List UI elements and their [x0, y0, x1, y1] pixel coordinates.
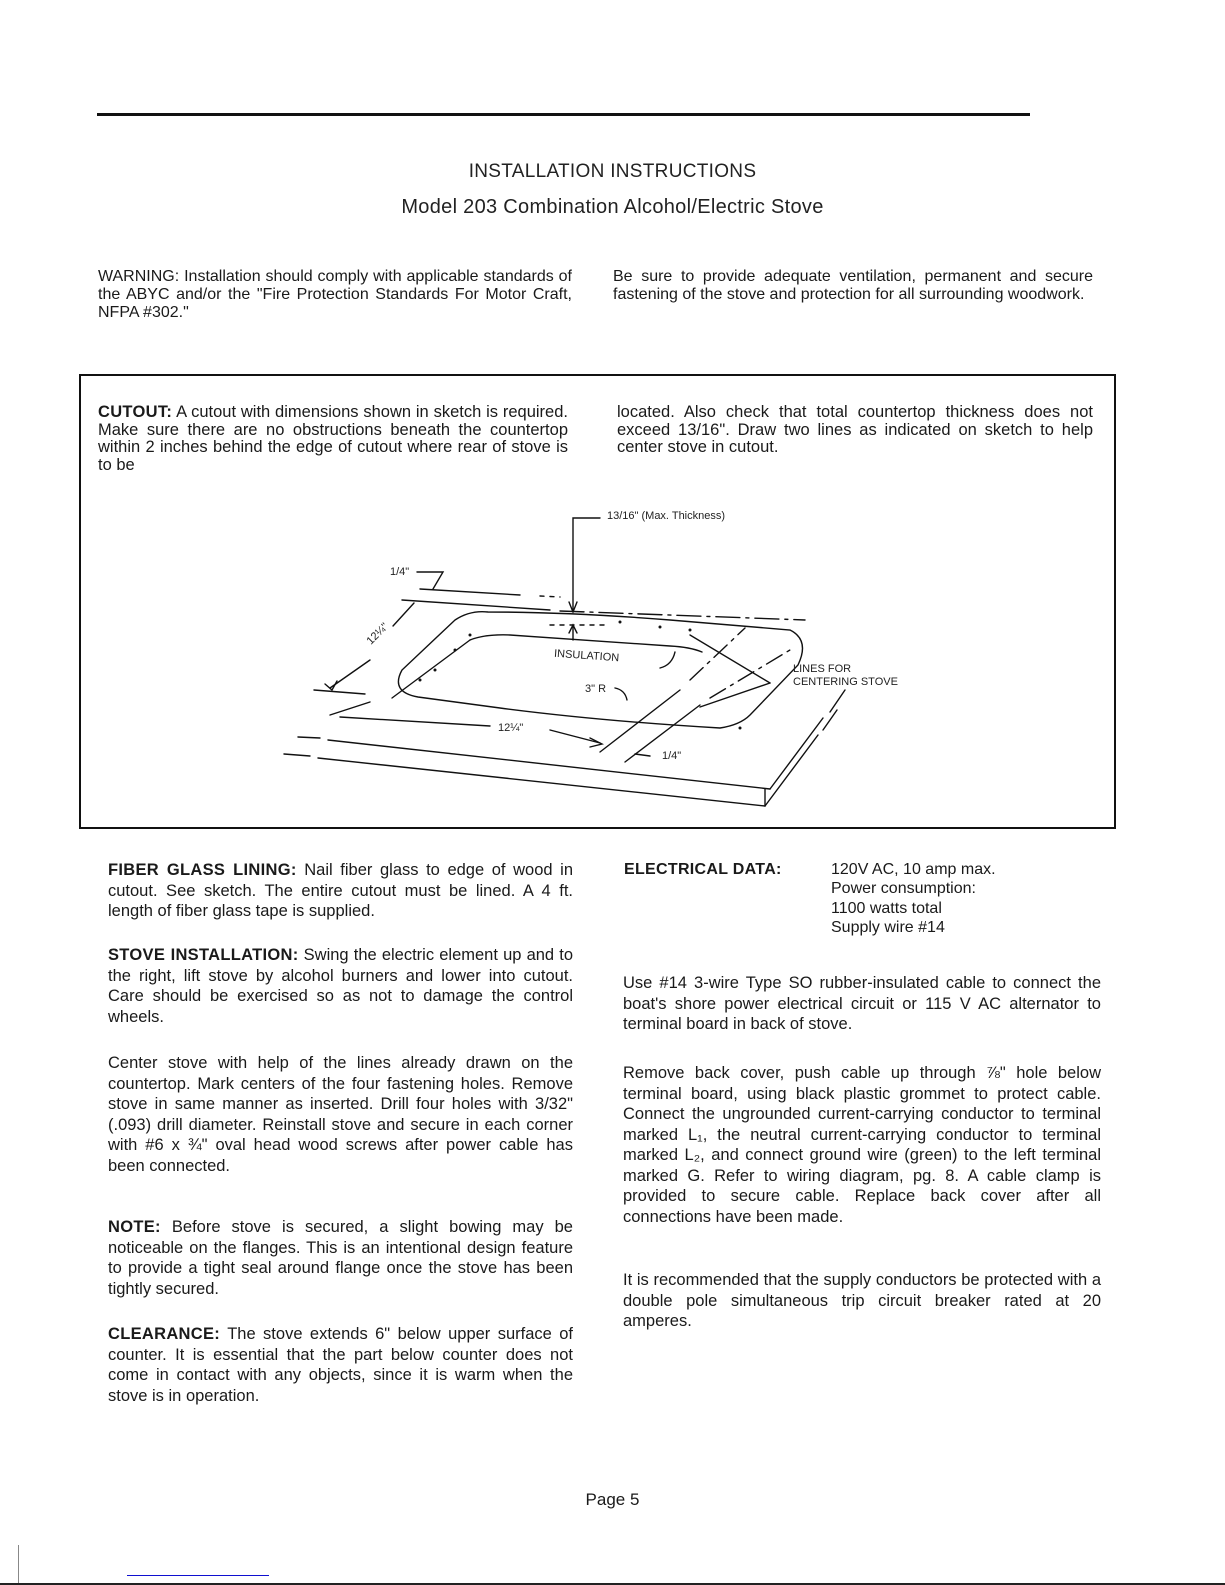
warning-text: Installation should comply with applicable standards of the ABYC and/or the "Fire Protection Standards For Motor Craft, NFPA #302." [98, 268, 572, 321]
note-text: Before stove is secured, a slight bowing may be noticeable on the flanges. This is an intentional design feature to provide a tight seal around flange once the stove has been tightly secured. [108, 1218, 573, 1298]
scan-edge-mark [18, 1545, 19, 1583]
breaker-paragraph: It is recommended that the supply conductors be protected with a double pole simultaneous trip circuit breaker rated at 20 amperes. [623, 1271, 1101, 1330]
centering-label-line2: CENTERING STOVE [793, 676, 898, 688]
electrical-data-label: ELECTRICAL DATA: [624, 861, 782, 878]
warning-label: WARNING: [98, 268, 180, 285]
cutout-paragraph-left [98, 404, 568, 474]
stove-installation-label: STOVE INSTALLATION: [108, 946, 299, 964]
cutout-sketch [270, 500, 970, 820]
top-rule [97, 113, 1030, 116]
stove-installation-paragraph [108, 945, 573, 1027]
clearance-paragraph [108, 1324, 573, 1406]
clearance-text: The stove extends 6" below upper surface of counter. It is essential that the part below counter does not come in contact with any objects, since it is warm when the stove is in operation. [108, 1325, 573, 1405]
page-number: Page 5 [585, 1490, 640, 1509]
fiberglass-paragraph [108, 860, 573, 922]
page-title: INSTALLATION INSTRUCTIONS [468, 161, 757, 182]
center-stove-paragraph: Center stove with help of the lines already drawn on the countertop. Mark centers of the four fastening holes. Remove stove in same manner as inserted. Drill four holes with 3/32" (.093) drill diameter. Reinstall stove and secure in each corner with #6 x ¾" oval head wood screws after power cable has been connected. [108, 1054, 573, 1175]
back-cover-paragraph: Remove back cover, push cable up through ⅞" hole below terminal board, using black plastic grommet to protect cable. Connect the ungrounded current-carrying conductor to terminal marked L₁, the neutral current-carrying conductor to terminal marked L₂, and connect ground wire (green) to the left terminal marked G. Refer to wiring diagram, pg. 8. A cable clamp is provided to secure cable. Replace back cover after all connections have been made. [623, 1064, 1101, 1226]
electrical-values [831, 860, 996, 937]
insulation-label: INSULATION [553, 647, 620, 665]
ventilation-paragraph: Be sure to provide adequate ventilation, permanent and secure fastening of the stove and protection for all surrounding woodwork. [613, 268, 1093, 303]
depth-label: 12¼" [364, 620, 391, 648]
note-paragraph [108, 1217, 573, 1299]
centering-label-line1: LINES FOR [793, 663, 852, 675]
electrical-value-wire: Supply wire #14 [831, 918, 945, 936]
cutout-paragraph-right: located. Also check that total countertop thickness does not exceed 13/16". Draw two lines as indicated on sketch to help center stove in cutout. [617, 403, 1093, 456]
cutout-label: CUTOUT: [98, 403, 173, 421]
electrical-value-watts: 1100 watts total [831, 899, 942, 917]
stove-installation-text: Swing the electric element up and to the right, lift stove by alcohol burners and lower into cutout. Care should be exercised so as not to damage the control wheels. [108, 946, 573, 1026]
fiberglass-text: Nail fiber glass to edge of wood in cutout. See sketch. The entire cutout must be lined. A 4 ft. length of fiber glass tape is supplied. [108, 861, 573, 920]
quarter-inch-bottom-label: 1/4" [662, 750, 682, 762]
page-subtitle: Model 203 Combination Alcohol/Electric Stove [401, 196, 824, 218]
scan-blue-mark [127, 1575, 269, 1576]
note-label: NOTE: [108, 1218, 161, 1236]
quarter-inch-top-label: 1/4" [390, 566, 410, 578]
clearance-label: CLEARANCE: [108, 1325, 221, 1343]
electrical-value-voltage: 120V AC, 10 amp max. [831, 861, 996, 878]
cable-paragraph: Use #14 3-wire Type SO rubber-insulated cable to connect the boat's shore power electrical circuit or 115 V AC alternator to terminal board in back of stove. [623, 974, 1101, 1033]
radius-label: 3" R [585, 683, 607, 695]
electrical-value-power-label: Power consumption: [831, 880, 976, 898]
countertop-diagram-icon [270, 500, 970, 820]
width-label: 12¼" [498, 722, 524, 734]
fiberglass-label: FIBER GLASS LINING: [108, 861, 297, 879]
cutout-text-left: A cutout with dimensions shown in sketch is required. Make sure there are no obstructions beneath the countertop within 2 inches behind the edge of cutout where rear of stove is to be [98, 403, 568, 474]
warning-paragraph [98, 268, 572, 322]
max-thickness-label: 13/16" (Max. Thickness) [607, 510, 726, 522]
